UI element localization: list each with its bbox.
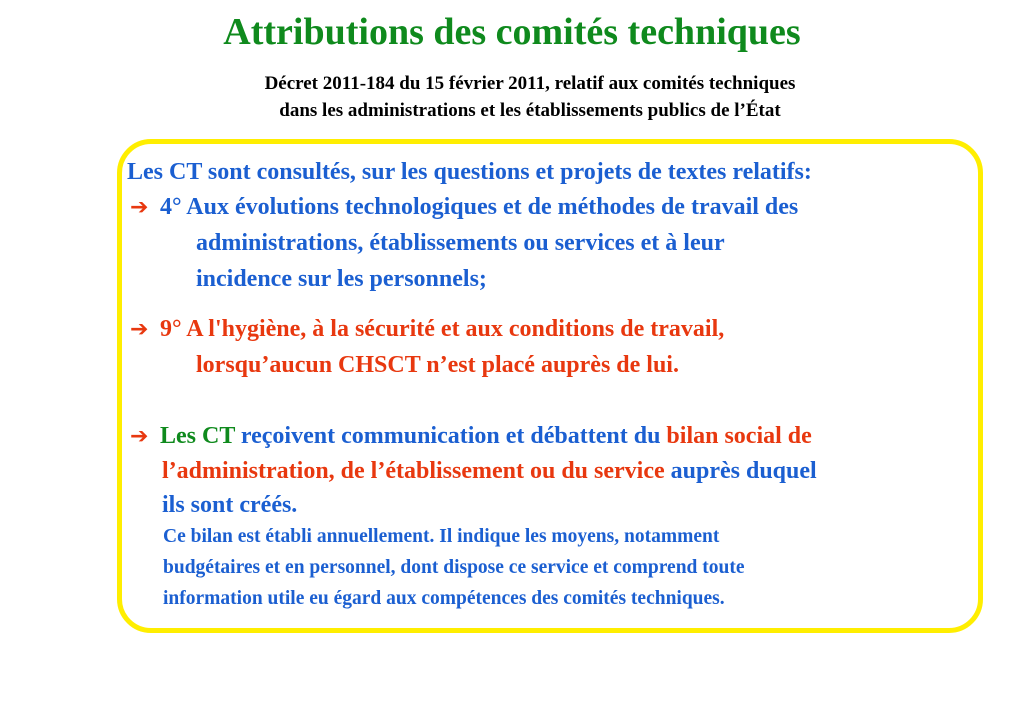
note-line-3: information utile eu égard aux compétences des comités techniques. xyxy=(163,588,725,609)
bilan-line-1 xyxy=(130,421,812,452)
item-9-text: 9° A l'hygiène, à la sécurité et aux conditions de travail, xyxy=(160,316,725,342)
bilan-verb: reçoivent communication et débattent du xyxy=(234,423,667,449)
note-line-1: Ce bilan est établi annuellement. Il indique les moyens, notamment xyxy=(163,526,720,547)
note-line-2: budgétaires et en personnel, dont dispose ce service et comprend toute xyxy=(163,557,745,578)
subtitle-line-2: dans les administrations et les établissements publics de l’État xyxy=(279,100,781,121)
item-4-line-3: incidence sur les personnels; xyxy=(196,266,487,292)
subtitle-line-1: Décret 2011-184 du 15 février 2011, relatif aux comités techniques xyxy=(264,73,796,94)
bilan-scope: l’administration, de l’établissement ou du service xyxy=(162,458,665,484)
intro-text: Les CT sont consultés, sur les questions et projets de textes relatifs: xyxy=(127,159,812,185)
bilan-object: bilan social de xyxy=(666,423,812,449)
arrow-right-icon: ➔ xyxy=(130,195,149,220)
item-4-line-1 xyxy=(130,192,798,223)
bilan-line-2 xyxy=(162,456,817,486)
arrow-right-icon: ➔ xyxy=(130,424,149,449)
page-title: Attributions des comités techniques xyxy=(223,11,801,53)
item-9-line-1 xyxy=(130,314,724,345)
item-4-text: 4° Aux évolutions technologiques et de méthodes de travail des xyxy=(160,194,799,220)
bilan-subject: Les CT xyxy=(160,423,235,449)
item-4-line-2: administrations, établissements ou services et à leur xyxy=(196,230,725,256)
bilan-relative: auprès duquel xyxy=(664,458,817,484)
bilan-line-3: ils sont créés. xyxy=(162,492,298,518)
arrow-right-icon: ➔ xyxy=(130,317,149,342)
item-9-line-2: lorsqu’aucun CHSCT n’est placé auprès de lui. xyxy=(196,352,679,378)
